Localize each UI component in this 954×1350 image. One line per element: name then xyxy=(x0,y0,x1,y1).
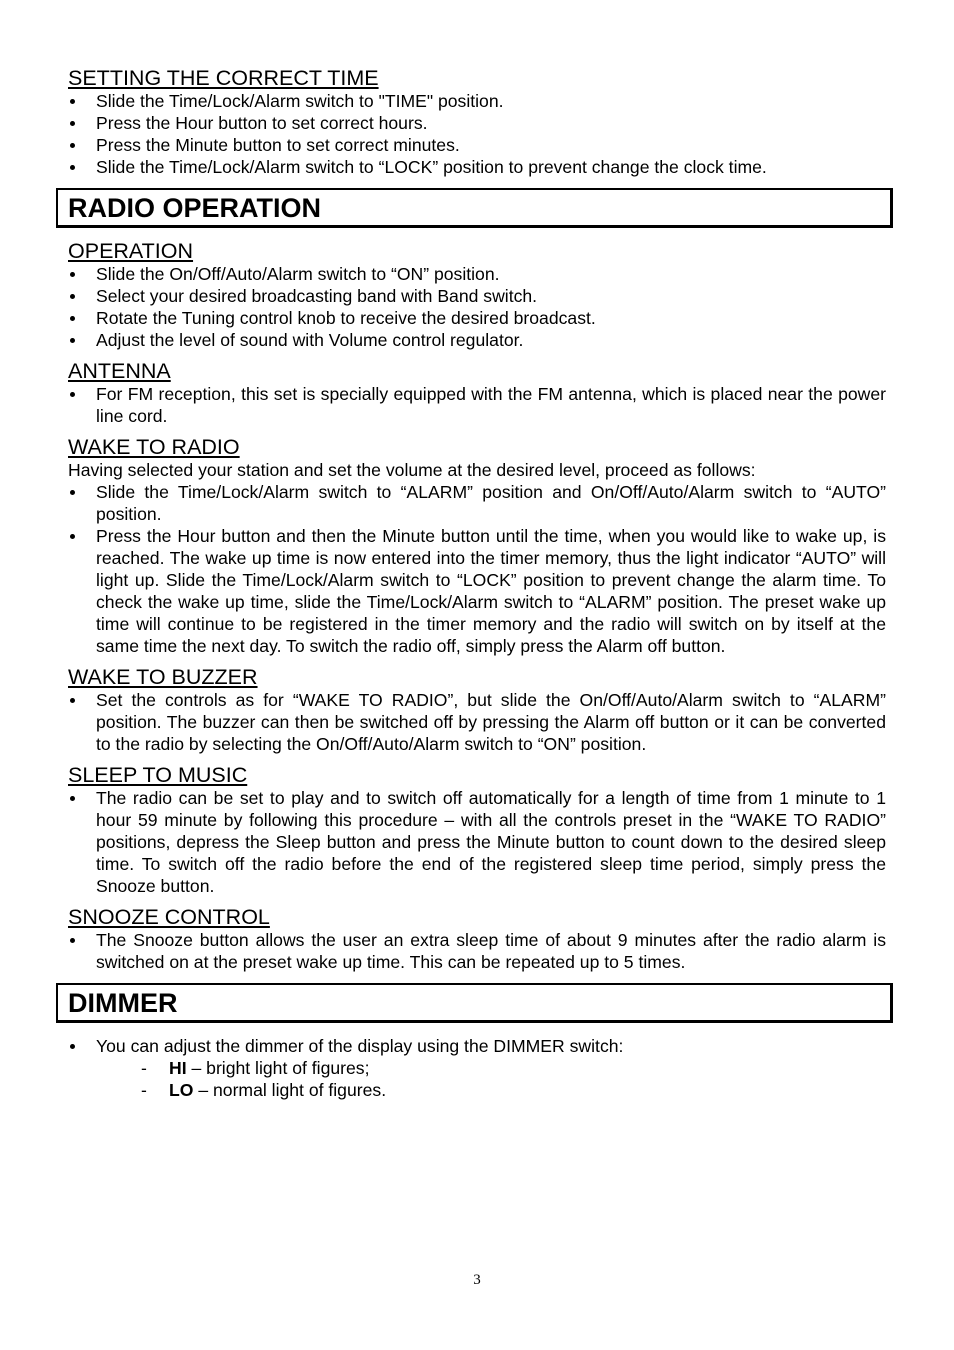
list-item: Press the Minute button to set correct minutes. xyxy=(68,134,886,156)
dimmer-banner: DIMMER xyxy=(56,983,893,1023)
setting-time-list xyxy=(68,90,886,178)
operation-heading: OPERATION xyxy=(68,239,194,263)
list-item: Slide the Time/Lock/Alarm switch to "TIME" position. xyxy=(68,90,886,112)
dimmer-list xyxy=(68,1035,886,1057)
antenna-list xyxy=(68,383,886,427)
radio-operation-banner: RADIO OPERATION xyxy=(56,188,893,228)
wake-to-radio-intro: Having selected your station and set the volume at the desired level, proceed as follows: xyxy=(68,460,756,480)
snooze-control-heading: SNOOZE CONTROL xyxy=(68,905,270,929)
list-item: The radio can be set to play and to switch off automatically for a length of time from 1 minute to 1 hour 59 minute by following this procedure – with all the controls preset in the “WAKE TO RADIO” positions, depress the Sleep button and press the Minute button to count down to the desired sleep time. To switch off the radio before the end of the registered sleep time period, simply press the Snooze button. xyxy=(68,787,886,897)
option-text: – bright light of figures; xyxy=(186,1058,370,1078)
list-item: You can adjust the dimmer of the display using the DIMMER switch: xyxy=(68,1035,886,1057)
list-item: Select your desired broadcasting band with Band switch. xyxy=(68,285,886,307)
list-item: Adjust the level of sound with Volume control regulator. xyxy=(68,329,886,351)
list-item: Press the Hour button to set correct hours. xyxy=(68,112,886,134)
list-item: For FM reception, this set is specially equipped with the FM antenna, which is placed near the power line cord. xyxy=(68,383,886,427)
dimmer-options xyxy=(68,1057,886,1101)
page-content xyxy=(68,66,886,1101)
list-item: Set the controls as for “WAKE TO RADIO”, but slide the On/Off/Auto/Alarm switch to “ALARM” position. The buzzer can then be switched off by pressing the Alarm off button or it can be converted to the radio by selecting the On/Off/Auto/Alarm switch to “ON” position. xyxy=(68,689,886,755)
setting-time-heading: SETTING THE CORRECT TIME xyxy=(68,66,379,90)
wake-to-radio-list xyxy=(68,481,886,657)
dimmer-option-lo xyxy=(141,1079,886,1101)
wake-to-buzzer-list xyxy=(68,689,886,755)
sleep-to-music-list xyxy=(68,787,886,897)
option-key: LO xyxy=(169,1080,194,1100)
list-item: Slide the Time/Lock/Alarm switch to “ALARM” position and On/Off/Auto/Alarm switch to “AUTO” position. xyxy=(68,481,886,525)
snooze-control-list xyxy=(68,929,886,973)
sleep-to-music-heading: SLEEP TO MUSIC xyxy=(68,763,248,787)
dimmer-option-hi xyxy=(141,1057,886,1079)
list-item: Rotate the Tuning control knob to receive the desired broadcast. xyxy=(68,307,886,329)
option-text: – normal light of figures. xyxy=(193,1080,387,1100)
operation-list xyxy=(68,263,886,351)
antenna-heading: ANTENNA xyxy=(68,359,171,383)
wake-to-radio-heading: WAKE TO RADIO xyxy=(68,435,240,459)
page-number: 3 xyxy=(473,1272,481,1288)
list-item: Press the Hour button and then the Minute button until the time, when you would like to wake up, is reached. The wake up time is now entered into the timer memory, thus the light indicator “AUTO” will light up. Slide the Time/Lock/Alarm switch to “LOCK” position to prevent change the alarm time. To check the wake up time, slide the Time/Lock/Alarm switch to “ALARM” position. The preset wake up time will continue to be registered in the timer memory and the radio will switch on by itself at the same time the next day. To switch the radio off, simply press the Alarm off button. xyxy=(68,525,886,657)
list-item: The Snooze button allows the user an extra sleep time of about 9 minutes after the radio alarm is switched on at the preset wake up time. This can be repeated up to 5 times. xyxy=(68,929,886,973)
list-item: Slide the Time/Lock/Alarm switch to “LOCK” position to prevent change the clock time. xyxy=(68,156,886,178)
option-key: HI xyxy=(169,1058,187,1078)
wake-to-buzzer-heading: WAKE TO BUZZER xyxy=(68,665,258,689)
list-item: Slide the On/Off/Auto/Alarm switch to “ON” position. xyxy=(68,263,886,285)
